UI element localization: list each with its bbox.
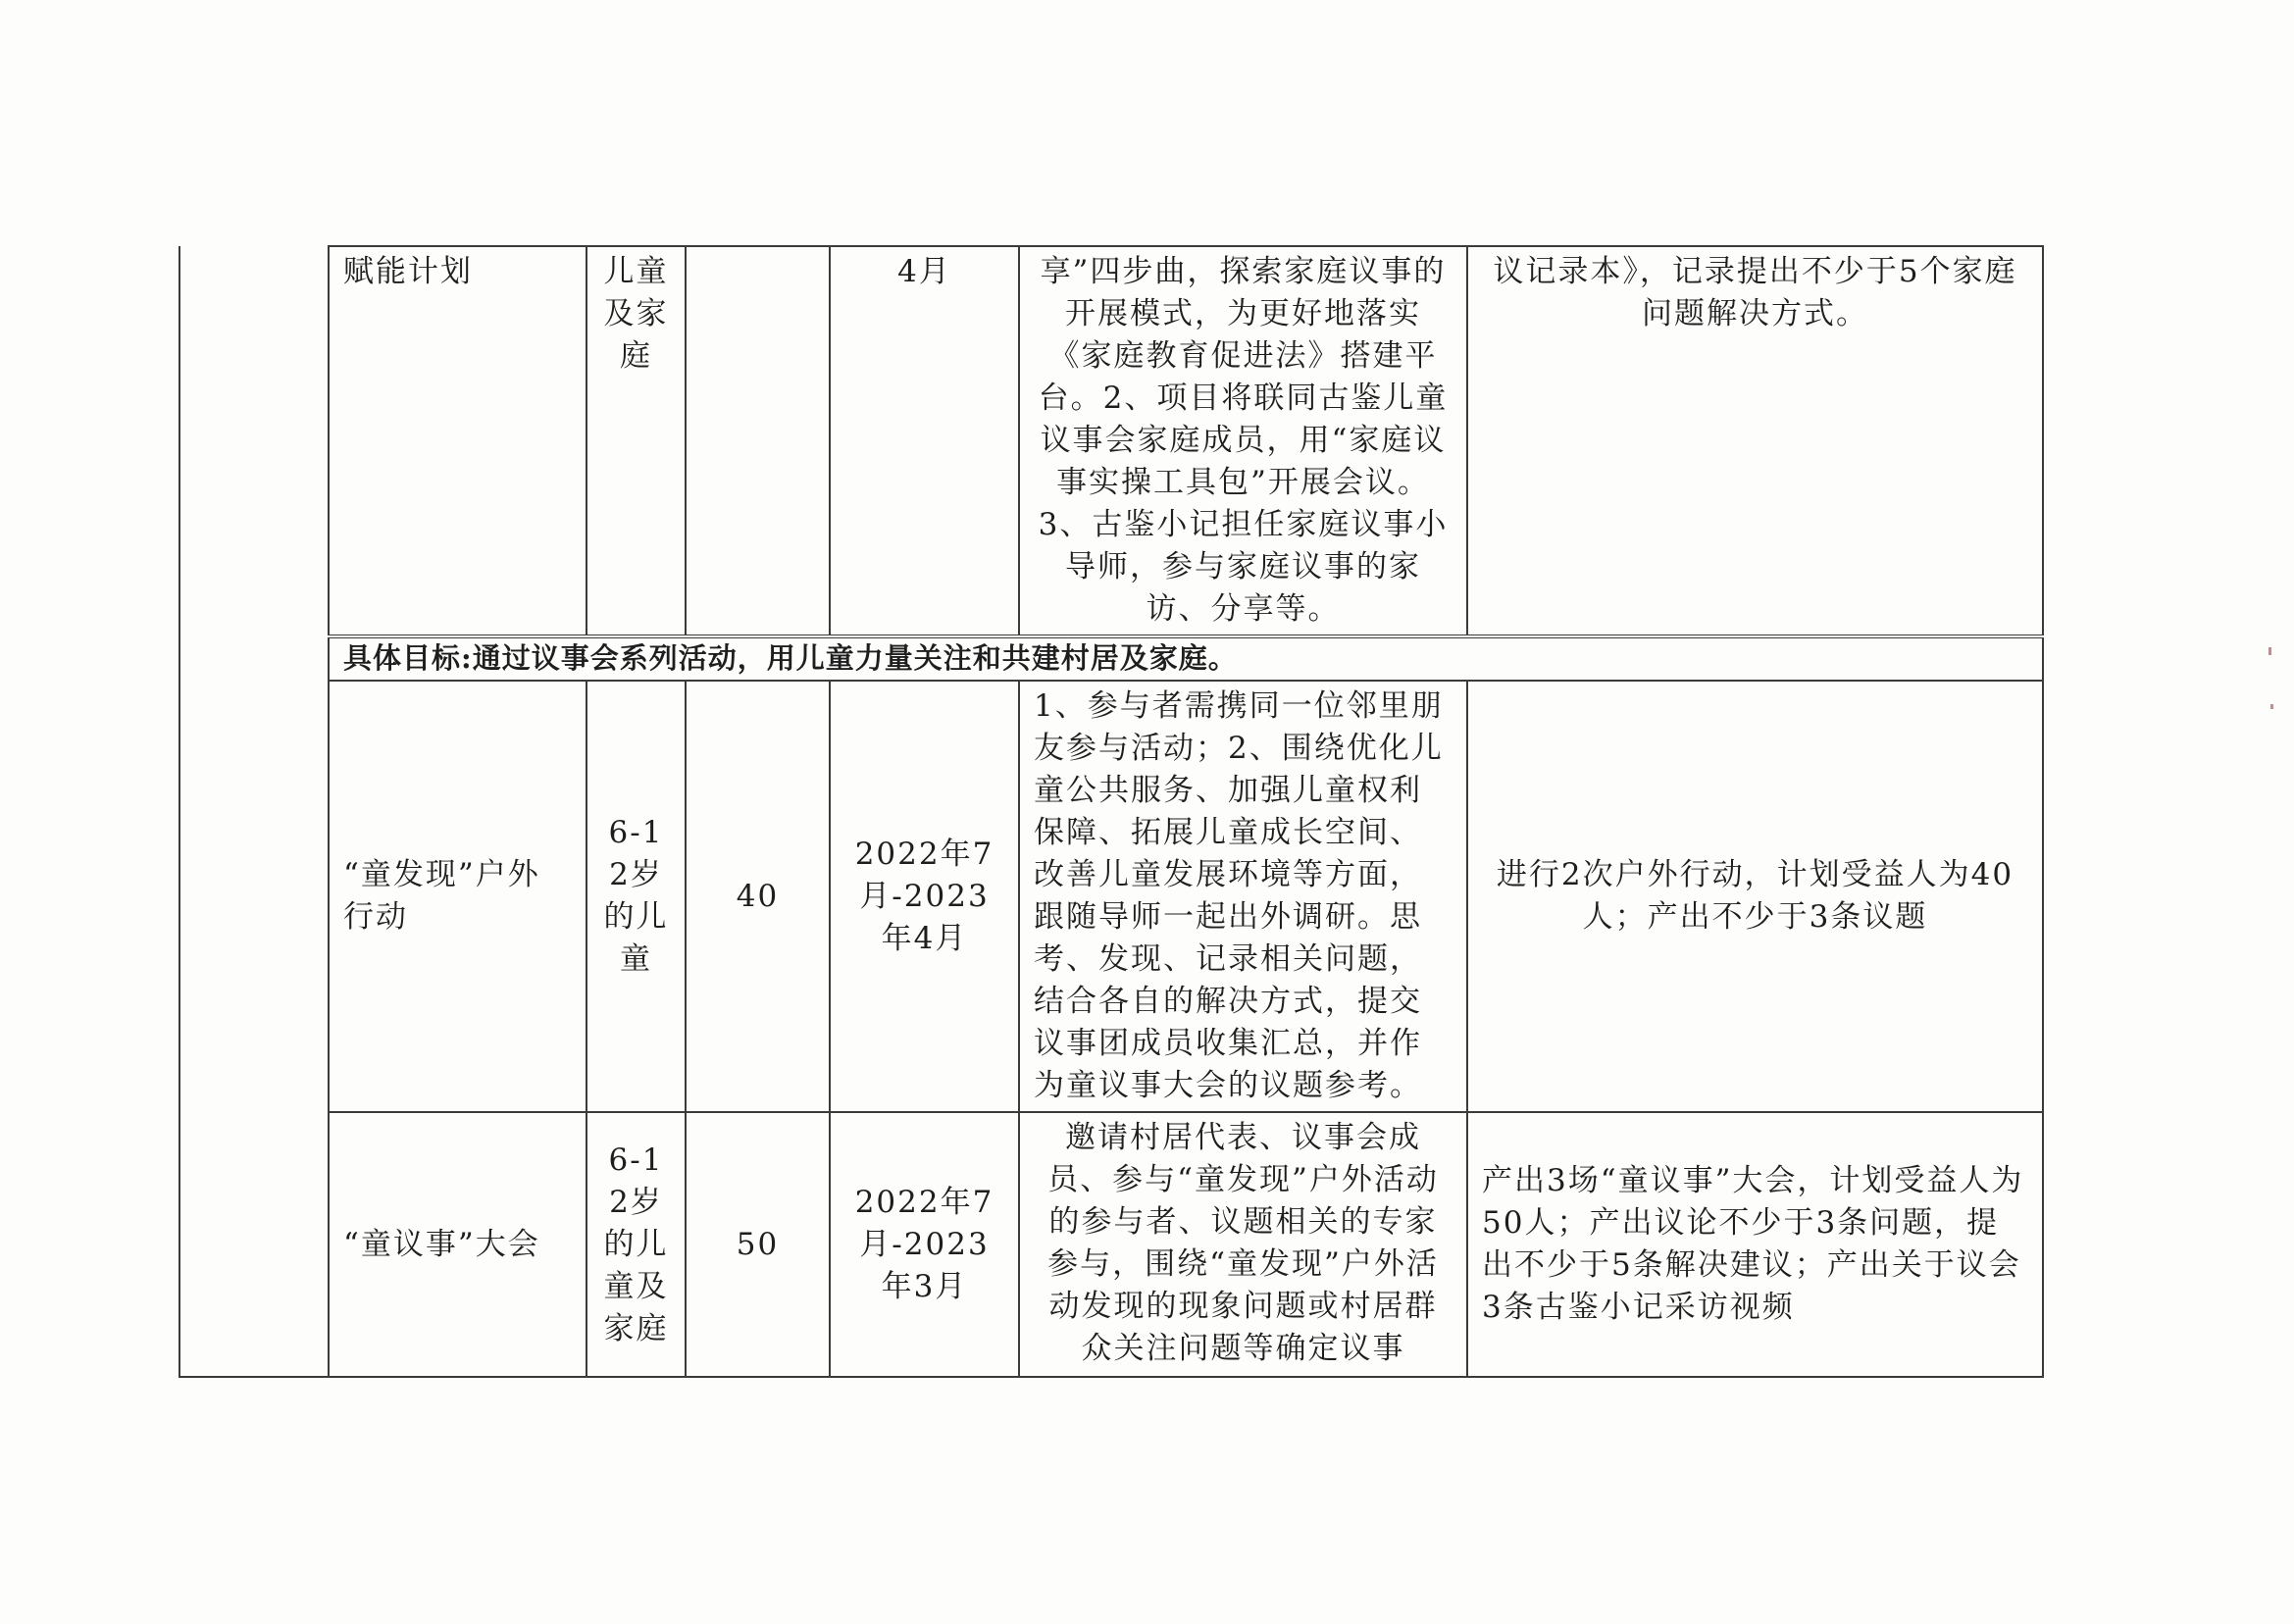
scan-artifact	[2270, 704, 2273, 709]
time-cell: 2022年7月-2023年4月	[830, 681, 1019, 1112]
output-cell: 议记录本》，记录提出不少于5个家庭问题解决方式。	[1467, 246, 2043, 636]
target-group-cell: 6-12岁的儿童	[586, 681, 686, 1112]
time-cell: 4月	[830, 246, 1019, 636]
table-row	[179, 681, 2043, 1112]
target-group-cell: 6-12岁的儿童及家庭	[586, 1112, 686, 1377]
content-cell: 邀请村居代表、议事会成员、参与“童发现”户外活动的参与者、议题相关的专家参与，围绕“童发现”户外活动发现的现象问题或村居群众关注问题等确定议事	[1019, 1112, 1467, 1377]
content-cell: 1、参与者需携同一位邻里朋友参与活动；2、围绕优化儿童公共服务、加强儿童权利保障、拓展儿童成长空间、改善儿童发展环境等方面，跟随导师一起出外调研。思考、发现、记录相关问题，结合各自的解决方式，提交议事团成员收集汇总，并作为童议事大会的议题参考。	[1019, 681, 1467, 1112]
category-cell	[179, 246, 329, 1377]
activity-table	[178, 245, 2042, 1365]
content-cell: 享”四步曲，探索家庭议事的开展模式，为更好地落实《家庭教育促进法》搭建平台。2、项目将联同古鉴儿童议事会家庭成员，用“家庭议事实操工具包”开展会议。3、古鉴小记担任家庭议事小导师，参与家庭议事的家访、分享等。	[1019, 246, 1467, 636]
goal-row-text: 具体目标:通过议事会系列活动，用儿童力量关注和共建村居及家庭。	[329, 636, 2043, 681]
activity-name-cell: 赋能计划	[329, 246, 586, 636]
participant-count-cell: 50	[686, 1112, 830, 1377]
time-cell: 2022年7月-2023年3月	[830, 1112, 1019, 1377]
table-row	[179, 1112, 2043, 1377]
output-cell: 产出3场“童议事”大会，计划受益人为50人；产出议论不少于3条问题，提出不少于5条解决建议；产出关于议会3条古鉴小记采访视频	[1467, 1112, 2043, 1377]
table-row	[179, 246, 2043, 636]
participant-count-cell	[686, 246, 830, 636]
table-row	[179, 636, 2043, 681]
output-cell: 进行2次户外行动，计划受益人为40人；产出不少于3条议题	[1467, 681, 2043, 1112]
activity-name-cell: “童发现”户外行动	[329, 681, 586, 1112]
participant-count-cell: 40	[686, 681, 830, 1112]
activity-name-cell: “童议事”大会	[329, 1112, 586, 1377]
target-group-cell: 儿童及家庭	[586, 246, 686, 636]
scan-artifact	[2269, 647, 2271, 655]
